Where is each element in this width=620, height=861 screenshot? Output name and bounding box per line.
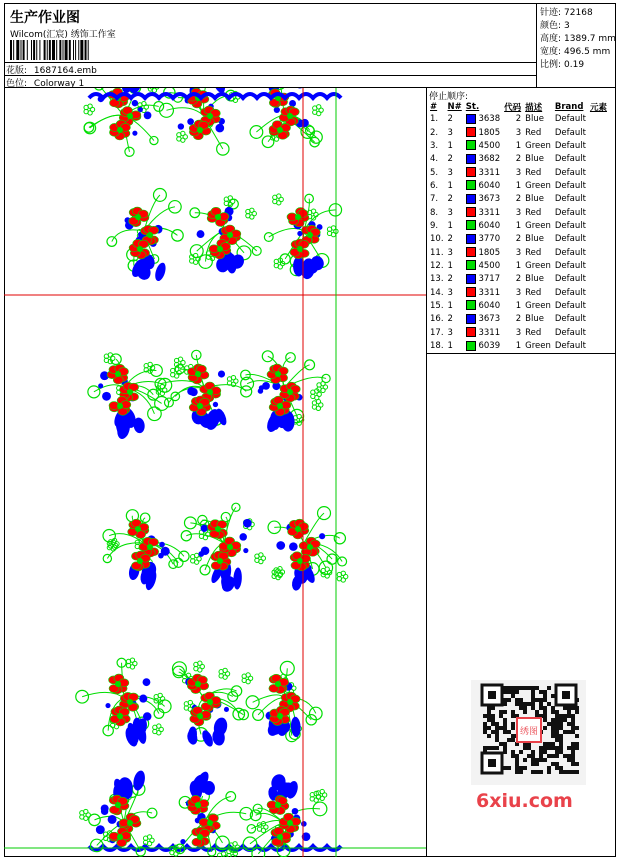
table-cell: 2 [447,314,453,325]
table-cell [588,126,609,139]
spec-label: 高度: [540,34,562,44]
company-name: Wilcom(汇宸) 绣饰工作室 [10,30,116,40]
column-header: 代码 [504,102,522,113]
color-swatch [466,114,476,124]
color-swatch [466,154,476,164]
table-row [428,126,609,139]
barcode [10,40,145,60]
table-cell: 7. [430,194,439,205]
colorway-label: 色位: [6,79,28,89]
table-cell: 3 [515,167,522,178]
table-cell: 2 [447,194,453,205]
table-cell: Red [525,207,542,218]
table-row [428,233,609,246]
table-cell: Red [525,167,542,178]
spec-value: 72168 [564,8,593,18]
color-swatch [466,247,476,257]
embroidery-motif [190,196,262,274]
table-cell: Green [525,260,551,271]
table-cell: 12. [430,260,444,271]
color-swatch [466,260,476,270]
spec-label: 颜色: [540,21,562,31]
column-header: N# [447,101,462,112]
table-cell [588,327,609,340]
table-cell: 14. [430,287,444,298]
table-cell [588,113,609,126]
table-cell: 3 [447,327,453,338]
color-swatch [466,180,476,190]
table-cell: 2 [447,154,453,165]
table-cell: Default [554,194,586,205]
table-cell: 3 [515,247,522,258]
column-header: 描述 [525,102,543,113]
table-cell: 2. [430,127,439,138]
table-cell: Blue [525,114,544,125]
spec-value: 0.19 [564,60,585,70]
table-cell: 1 [515,180,522,191]
table-cell: Blue [525,234,544,245]
color-swatch [466,314,476,324]
table-row [428,340,609,353]
table-cell: 3673 [464,193,502,206]
table-cell: Default [554,287,586,298]
table-row [428,206,609,219]
table-cell: 1 [447,140,453,151]
table-cell: Red [525,327,542,338]
color-swatch [466,274,476,284]
table-cell: 3311 [464,286,502,299]
table-cell: 3 [447,207,453,218]
table-cell [588,340,609,353]
column-header: # [430,101,438,112]
table-cell: 11. [430,247,444,258]
table-cell: 2 [515,194,522,205]
color-swatch [466,220,476,230]
spec-row [540,18,570,31]
table-cell: 3673 [464,313,502,326]
table-cell: 1 [515,260,522,271]
table-cell: 2 [515,274,522,285]
table-cell: Red [525,247,542,258]
table-cell: 1 [447,300,453,311]
qr-pattern [481,684,579,774]
table-cell: 5. [430,167,439,178]
table-cell: 16. [430,314,444,325]
table-cell: Blue [525,154,544,165]
table-cell [588,140,609,153]
table-cell: Default [554,274,586,285]
table-row [428,286,609,299]
stop-sequence-table [428,100,609,353]
table-cell: Default [554,234,586,245]
table-cell [588,300,609,313]
table-cell: Default [554,180,586,191]
qr-code [471,680,586,785]
table-cell: 6040 [464,180,502,193]
qr-badge: 绣图 [519,727,539,737]
table-cell: 3311 [464,206,502,219]
table-cell: Red [525,127,542,138]
color-swatch [466,207,476,217]
spec-value: 3 [564,21,570,31]
embroidery-motif [103,510,189,592]
table-cell: 1. [430,114,439,125]
column-header: St. [465,101,480,112]
table-cell: 4500 [464,260,502,273]
design-preview [4,88,427,857]
table-cell: 1 [447,260,453,271]
table-cell: 3 [515,287,522,298]
table-cell: Default [554,140,586,151]
table-cell: Default [554,327,586,338]
table-cell: 1 [515,220,522,231]
table-cell: Default [554,154,586,165]
table-row [428,153,609,166]
table-cell: 8. [430,207,439,218]
table-cell [588,246,609,259]
embroidery-motif [170,770,253,857]
table-cell [588,206,609,219]
table-cell [588,193,609,206]
table-cell: 3 [447,167,453,178]
table-cell: 17. [430,327,444,338]
table-cell: 13. [430,274,444,285]
embroidery-design [4,88,427,857]
table-cell [588,180,609,193]
table-cell: 18. [430,341,444,352]
table-cell: 6040 [464,220,502,233]
table-cell: 2 [515,314,522,325]
spec-row [540,5,593,18]
embroidery-motif [88,353,172,440]
table-cell: 3 [515,207,522,218]
spec-value: 1389.7 mm [564,34,616,44]
table-cell: 2 [515,114,522,125]
color-swatch [466,167,476,177]
table-row [428,180,609,193]
spec-row [540,31,616,44]
table-cell: Default [554,114,586,125]
stop-sequence-panel [427,88,616,354]
table-cell: Default [554,167,586,178]
table-cell: 4500 [464,140,502,153]
table-row [428,113,609,126]
color-swatch [466,234,476,244]
table-cell: Default [554,220,586,231]
table-cell: Default [554,207,586,218]
table-cell: Default [554,300,586,311]
spec-value: 496.5 mm [564,47,611,57]
table-cell: 1805 [464,126,502,139]
table-cell: 3 [447,247,453,258]
table-cell: 2 [447,274,453,285]
table-cell: Green [525,140,551,151]
design-row [6,63,97,76]
table-row [428,220,609,233]
table-cell [588,220,609,233]
table-cell: 3770 [464,233,502,246]
table-cell: Blue [525,274,544,285]
table-cell: 15. [430,300,444,311]
table-cell: 3717 [464,273,502,286]
table-cell: 6040 [464,300,502,313]
table-row [428,300,609,313]
table-cell [588,166,609,179]
table-cell: 3682 [464,153,502,166]
table-cell: 10. [430,234,444,245]
table-row [428,260,609,273]
table-row [428,313,609,326]
spec-row [540,57,584,70]
design-label: 花版: [6,66,28,76]
table-cell: 2 [515,234,522,245]
table-row [428,193,609,206]
color-swatch [466,341,476,351]
table-cell: 2 [447,114,453,125]
table-cell [588,286,609,299]
table-cell: 1805 [464,246,502,259]
embroidery-motif [242,661,322,741]
table-cell: 3 [447,127,453,138]
embroidery-motif [241,351,331,434]
table-row [428,327,609,340]
color-swatch [466,327,476,337]
table-cell: Blue [525,314,544,325]
embroidery-motif [84,88,164,156]
column-header: 元素 [589,102,607,113]
embroidery-motif [172,661,248,748]
table-cell [588,233,609,246]
embroidery-motif [181,503,265,594]
table-cell [588,313,609,326]
table-cell: 4. [430,154,439,165]
table-cell: 2 [447,234,453,245]
table-cell: 6039 [464,340,502,353]
design-file: 1687164.emb [33,66,97,76]
table-cell: 3311 [464,327,502,340]
table-cell: Default [554,127,586,138]
table-cell: 1 [515,341,522,352]
table-cell: 3. [430,140,439,151]
color-swatch [466,287,476,297]
table-cell: 3 [515,327,522,338]
color-swatch [466,140,476,150]
table-cell: Default [554,247,586,258]
table-cell: Green [525,341,551,352]
table-row [428,246,609,259]
table-cell: 3638 [464,113,502,126]
table-cell: 9. [430,220,439,231]
table-cell: 3 [447,287,453,298]
color-swatch [466,300,476,310]
color-swatch [466,194,476,204]
embroidery-motif [243,772,327,857]
table-row [428,273,609,286]
spec-label: 针迹: [540,8,562,18]
table-cell: 1 [447,341,453,352]
table-cell: 6. [430,180,439,191]
table-cell [588,260,609,273]
table-cell: Green [525,300,551,311]
table-cell: Red [525,287,542,298]
table-cell: 3311 [464,166,502,179]
stop-sequence-title: 停止顺序: [429,92,469,102]
table-cell [588,273,609,286]
spec-label: 宽度: [540,47,562,57]
watermark-logo: 6xiu.com [476,790,573,812]
table-row [428,140,609,153]
table-cell: Green [525,180,551,191]
embroidery-motif [80,769,157,856]
table-cell: Blue [525,194,544,205]
table-cell: 1 [515,140,522,151]
table-cell: Default [554,341,586,352]
table-cell: 1 [447,180,453,191]
table-cell: 3 [515,127,522,138]
spec-row [540,44,610,57]
table-cell: Green [525,220,551,231]
embroidery-motif [107,189,183,283]
table-row [428,166,609,179]
table-cell: 1 [447,220,453,231]
column-header: Brand [554,101,584,112]
embroidery-motif [76,658,171,748]
table-cell: 1 [515,300,522,311]
table-cell: Default [554,260,586,271]
table-cell: 2 [515,154,522,165]
table-cell: Default [554,314,586,325]
colorway-value: Colorway 1 [33,79,85,89]
spec-label: 比例: [540,60,562,70]
page-title: 生产作业图 [10,10,80,26]
color-swatch [466,127,476,137]
table-cell [588,153,609,166]
